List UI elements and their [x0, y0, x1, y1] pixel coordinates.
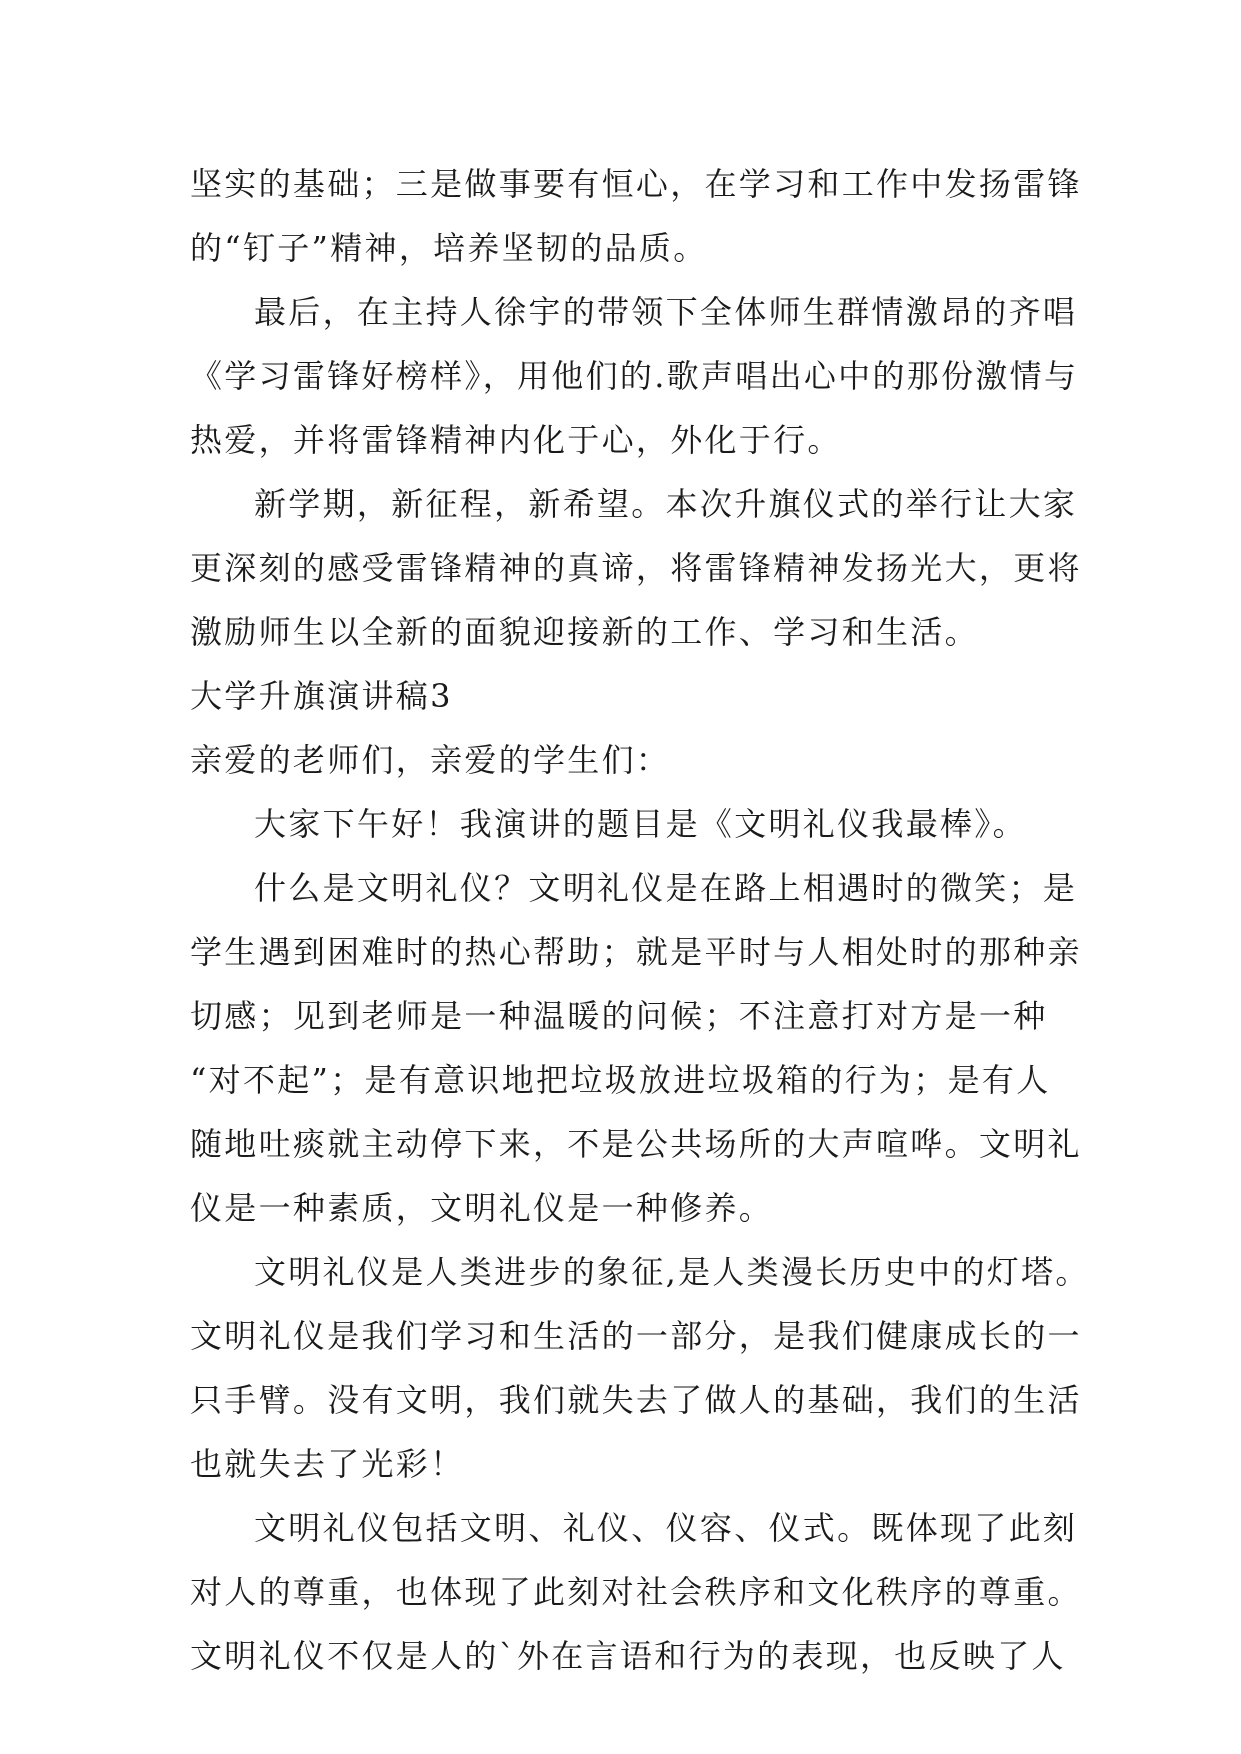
text-line: 最后，在主持人徐宇的带领下全体师生群情激昂的齐唱 [254, 293, 1078, 331]
text-line: 只手臂。没有文明，我们就失去了做人的基础，我们的生活 [190, 1381, 1082, 1419]
text-line: 更深刻的感受雷锋精神的真谛，将雷锋精神发扬光大，更将 [190, 549, 1082, 587]
text-line: 文明礼仪是人类进步的象征,是人类漫长历史中的灯塔。 [254, 1253, 1090, 1291]
text-line: 激励师生以全新的面貌迎接新的工作、学习和生活。 [190, 613, 979, 651]
text-line: 新学期，新征程，新希望。本次升旗仪式的举行让大家 [254, 485, 1078, 523]
text-line: 热爱，并将雷锋精神内化于心，外化于行。 [190, 421, 842, 459]
text-line: 对人的尊重，也体现了此刻对社会秩序和文化秩序的尊重。 [190, 1573, 1082, 1611]
salutation: 亲爱的老师们，亲爱的学生们： [190, 741, 671, 779]
text-line: 仪是一种素质，文明礼仪是一种修养。 [190, 1189, 774, 1227]
text-line: 文明礼仪包括文明、礼仪、仪容、仪式。既体现了此刻 [254, 1509, 1078, 1547]
text-line: 的“钉子”精神，培养坚韧的品质。 [190, 229, 708, 267]
document-body [190, 152, 1090, 1688]
text-line: 随地吐痰就主动停下来，不是公共场所的大声喧哗。文明礼 [190, 1125, 1082, 1163]
text-line: 什么是文明礼仪？文明礼仪是在路上相遇时的微笑；是 [254, 869, 1078, 907]
text-line: 也就失去了光彩！ [190, 1445, 465, 1483]
text-line: 文明礼仪是我们学习和生活的一部分，是我们健康成长的一 [190, 1317, 1082, 1355]
text-line: 切感；见到老师是一种温暖的问候；不注意打对方是一种 [190, 997, 1048, 1035]
text-line: 《学习雷锋好榜样》，用他们的.歌声唱出心中的那份激情与 [190, 357, 1079, 395]
text-line: “对不起”；是有意识地把垃圾放进垃圾箱的行为；是有人 [190, 1061, 1051, 1099]
text-line: 学生遇到困难时的热心帮助；就是平时与人相处时的那种亲 [190, 933, 1082, 971]
text-line: 大家下午好！我演讲的题目是《文明礼仪我最棒》。 [254, 805, 1027, 843]
text-line: 文明礼仪不仅是人的`外在言语和行为的表现，也反映了人 [190, 1637, 1066, 1675]
section-heading: 大学升旗演讲稿3 [190, 677, 453, 715]
text-line: 坚实的基础；三是做事要有恒心，在学习和工作中发扬雷锋 [190, 165, 1082, 203]
